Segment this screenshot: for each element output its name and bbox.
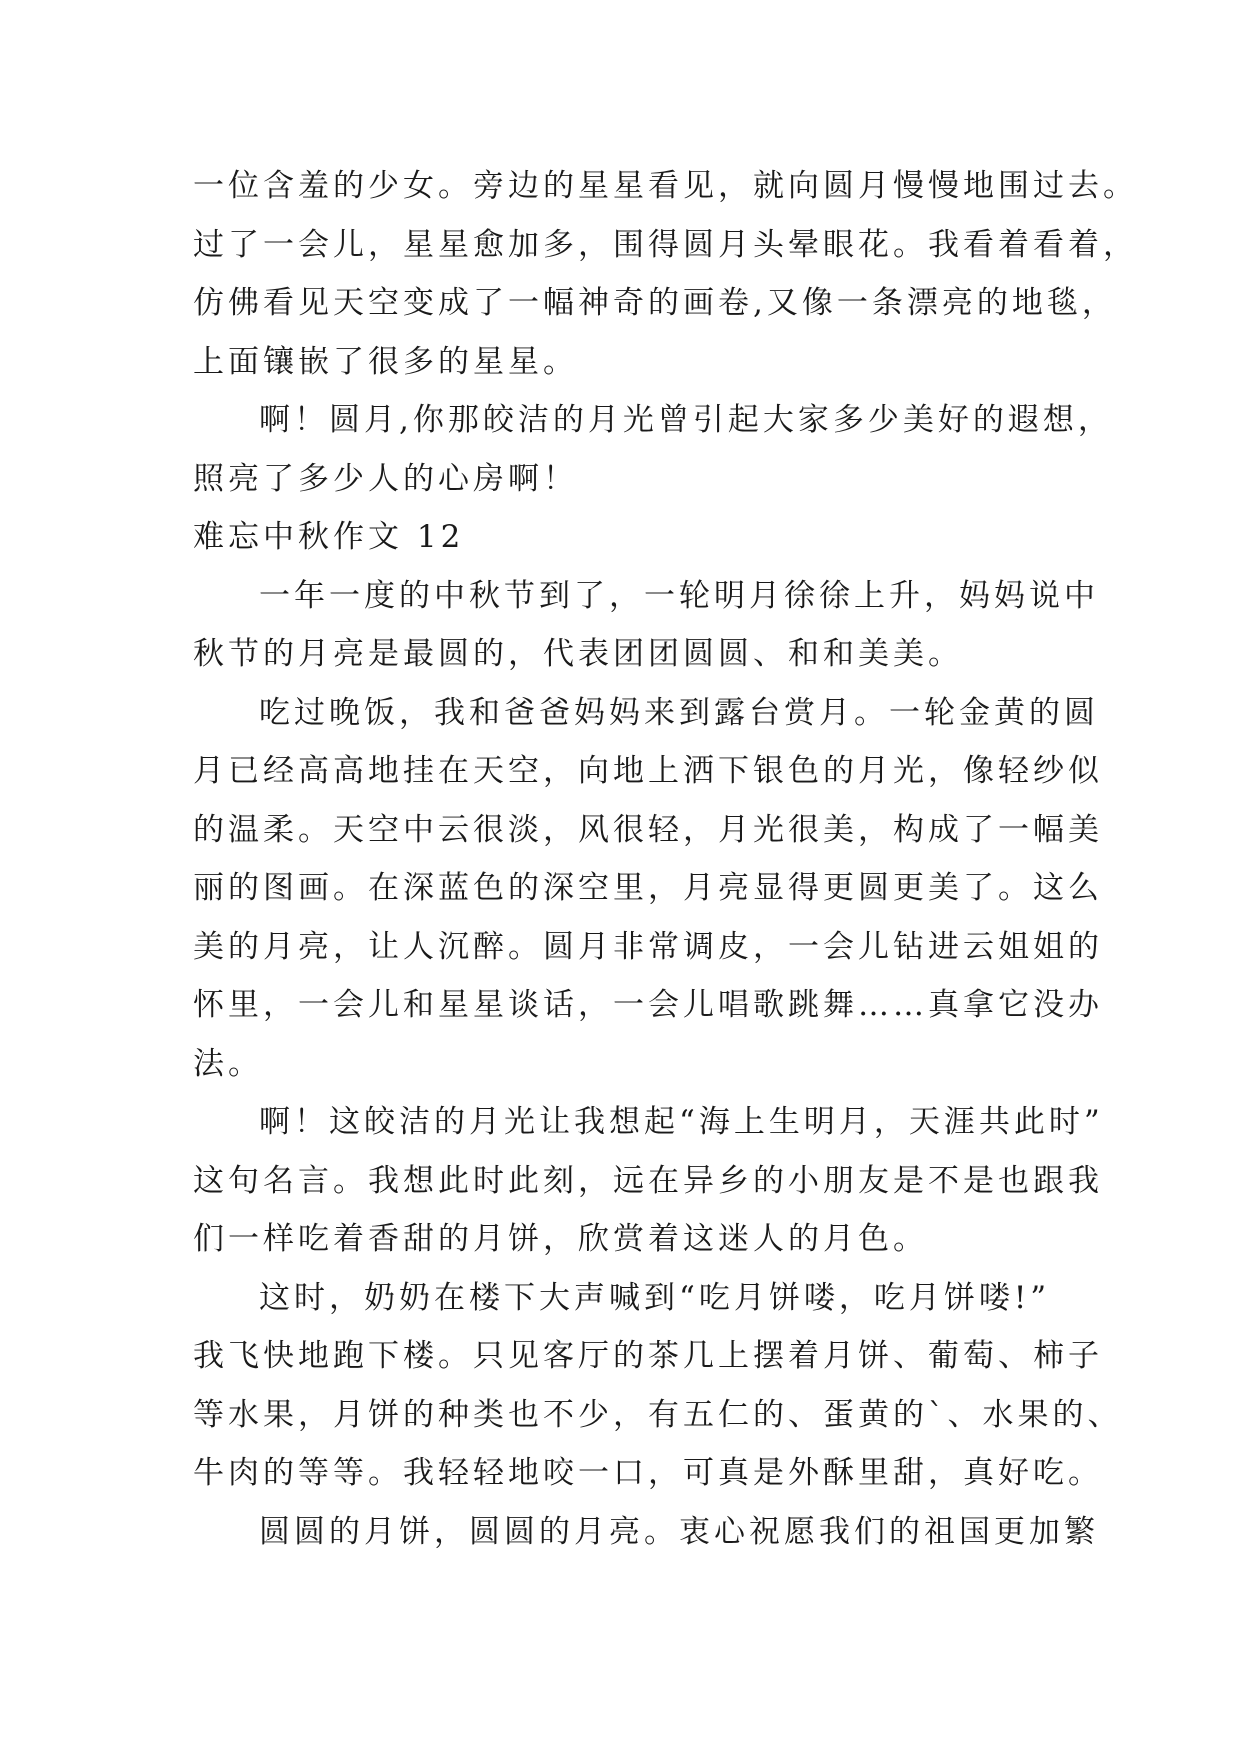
text-line: 丽的图画。在深蓝色的深空里，月亮显得更圆更美了。这么	[193, 870, 1103, 906]
text-line: 照亮了多少人的心房啊！	[193, 460, 578, 497]
text-line: 这时，奶奶在楼下大声喊到“吃月饼喽，吃月饼喽!”	[259, 1279, 1051, 1316]
text-line: 圆圆的月饼，圆圆的月亮。衷心祝愿我们的祖国更加繁	[259, 1513, 1099, 1550]
section-heading: 难忘中秋作文 12	[193, 519, 465, 555]
text-line: 的温柔。天空中云很淡，风很轻，月光很美，构成了一幅美	[193, 811, 1103, 848]
text-line: 一年一度的中秋节到了，一轮明月徐徐上升，妈妈说中	[259, 577, 1099, 614]
text-line: 啊！这皎洁的月光让我想起“海上生明月，天涯共此时”	[259, 1104, 1104, 1140]
text-line: 等水果，月饼的种类也不少，有五仁的、蛋黄的`、水果的、	[193, 1396, 1123, 1433]
text-line: 秋节的月亮是最圆的，代表团团圆圆、和和美美。	[193, 636, 963, 672]
text-line: 一位含羞的少女。旁边的星星看见，就向圆月慢慢地围过去。	[193, 168, 1138, 204]
text-line: 我飞快地跑下楼。只见客厅的茶几上摆着月饼、葡萄、柿子	[193, 1338, 1103, 1374]
text-line: 吃过晚饭，我和爸爸妈妈来到露台赏月。一轮金黄的圆	[259, 694, 1099, 731]
text-line: 怀里，一会儿和星星谈话，一会儿唱歌跳舞……真拿它没办	[193, 987, 1103, 1023]
document-body	[193, 157, 1138, 1561]
text-line: 法。	[193, 1045, 263, 1082]
text-line: 啊！圆月,你那皎洁的月光曾引起大家多少美好的遐想，	[259, 402, 1113, 438]
text-line: 仿佛看见天空变成了一幅神奇的画卷,又像一条漂亮的地毯，	[193, 285, 1117, 321]
text-line: 过了一会儿，星星愈加多，围得圆月头晕眼花。我看着看着，	[193, 226, 1138, 263]
text-line: 们一样吃着香甜的月饼，欣赏着这迷人的月色。	[193, 1221, 928, 1257]
text-line: 这句名言。我想此时此刻，远在异乡的小朋友是不是也跟我	[193, 1162, 1103, 1199]
text-line: 上面镶嵌了很多的星星。	[193, 343, 578, 380]
text-line: 美的月亮，让人沉醉。圆月非常调皮，一会儿钻进云姐姐的	[193, 928, 1103, 965]
text-line: 牛肉的等等。我轻轻地咬一口，可真是外酥里甜，真好吃。	[193, 1455, 1103, 1491]
text-line: 月已经高高地挂在天空，向地上洒下银色的月光，像轻纱似	[193, 753, 1103, 789]
